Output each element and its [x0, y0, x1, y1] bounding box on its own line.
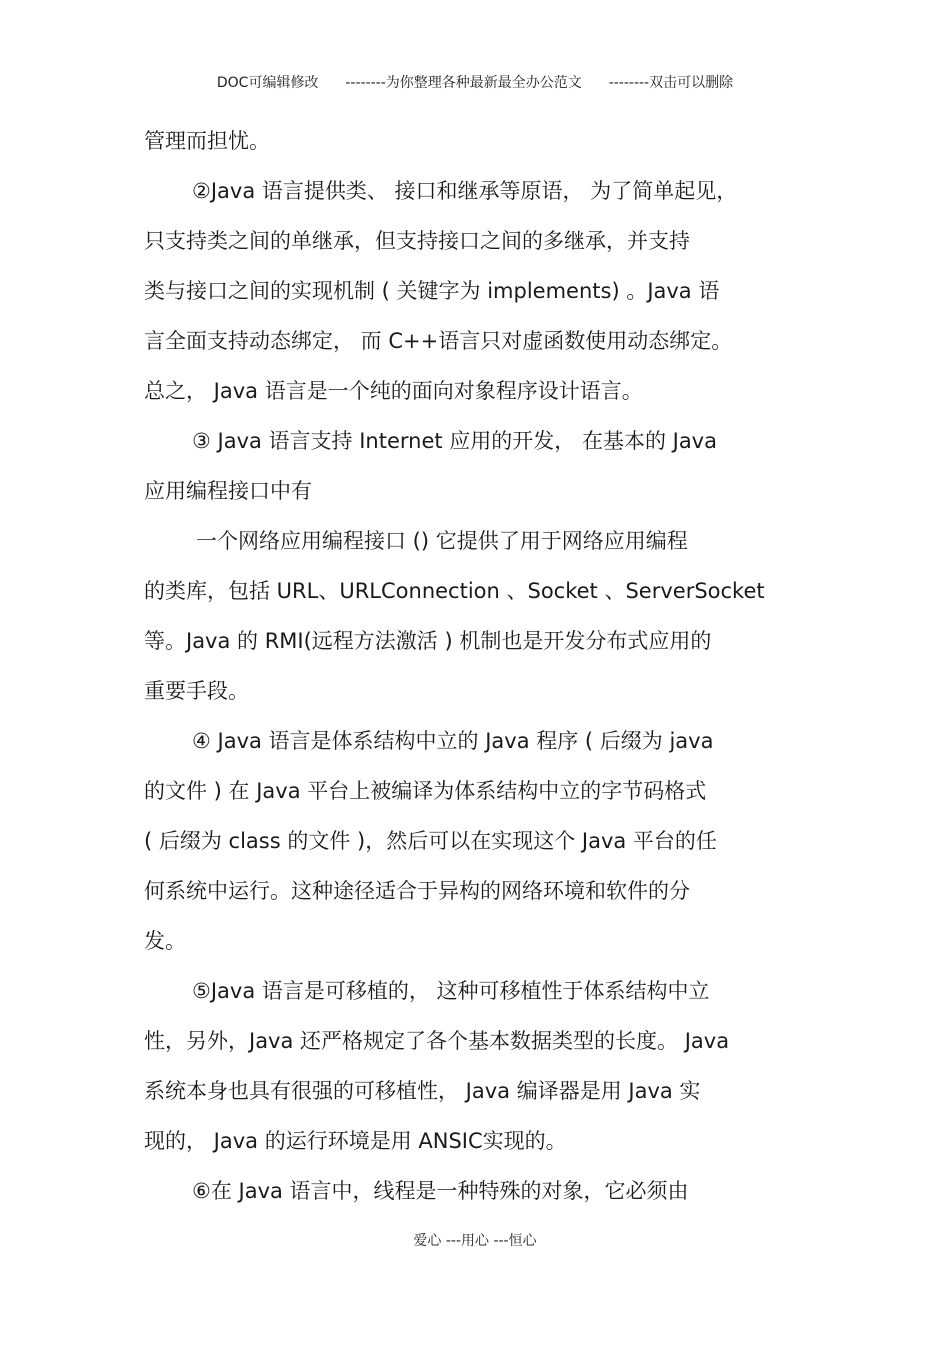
text-line: 应用编程接口中有	[144, 479, 312, 503]
text-line: ( 后缀为 class 的文件 )，然后可以在实现这个 Java 平台的任	[144, 829, 717, 853]
text-line: ④ Java 语言是体系结构中立的 Java 程序 ( 后缀为 java	[192, 729, 714, 753]
header-doc-label: DOC可编辑修改	[216, 75, 319, 91]
text-line: ⑥在 Java 语言中，线程是一种特殊的对象，它必须由	[192, 1179, 689, 1203]
text-line: 管理而担忧。	[144, 129, 270, 153]
text-line: 等。Java 的 RMI(远程方法激活 ) 机制也是开发分布式应用的	[144, 629, 712, 653]
text-line: ②Java 语言提供类、 接口和继承等原语， 为了简单起见，	[192, 179, 738, 203]
text-line: 性，另外，Java 还严格规定了各个基本数据类型的长度。 Java	[144, 1029, 730, 1053]
page-header	[0, 72, 950, 92]
text-line: 现的， Java 的运行环境是用 ANSIC实现的。	[144, 1129, 567, 1153]
text-line: 总之， Java 语言是一个纯的面向对象程序设计语言。	[144, 379, 643, 403]
text-line: ③ Java 语言支持 Internet 应用的开发， 在基本的 Java	[192, 429, 717, 453]
text-line: 类与接口之间的实现机制 ( 关键字为 implements) 。Java 语	[144, 279, 720, 303]
text-line: 的类库，包括 URL、URLConnection 、Socket 、ServerSocket	[144, 579, 765, 603]
text-line: 的文件 ) 在 Java 平台上被编译为体系结构中立的字节码格式	[144, 779, 707, 803]
text-line: 只支持类之间的单继承，但支持接口之间的多继承，并支持	[144, 229, 690, 253]
text-line: 言全面支持动态绑定， 而 C++语言只对虚函数使用动态绑定。	[144, 329, 733, 353]
text-line: 重要手段。	[144, 679, 249, 703]
text-line: 何系统中运行。这种途径适合于异构的网络环境和软件的分	[144, 879, 690, 903]
header-delete-hint: --------双击可以删除	[608, 75, 734, 91]
page-footer: 爱心 ---用心 ---恒心	[413, 1233, 537, 1249]
text-line: 发。	[144, 929, 186, 953]
text-line: 系统本身也具有很强的可移植性， Java 编译器是用 Java 实	[144, 1079, 701, 1103]
text-line: 一个网络应用编程接口 () 它提供了用于网络应用编程	[196, 529, 688, 553]
header-collection-label: --------为你整理各种最新最全办公范文	[345, 75, 582, 91]
text-line: ⑤Java 语言是可移植的， 这种可移植性于体系结构中立	[192, 979, 710, 1003]
